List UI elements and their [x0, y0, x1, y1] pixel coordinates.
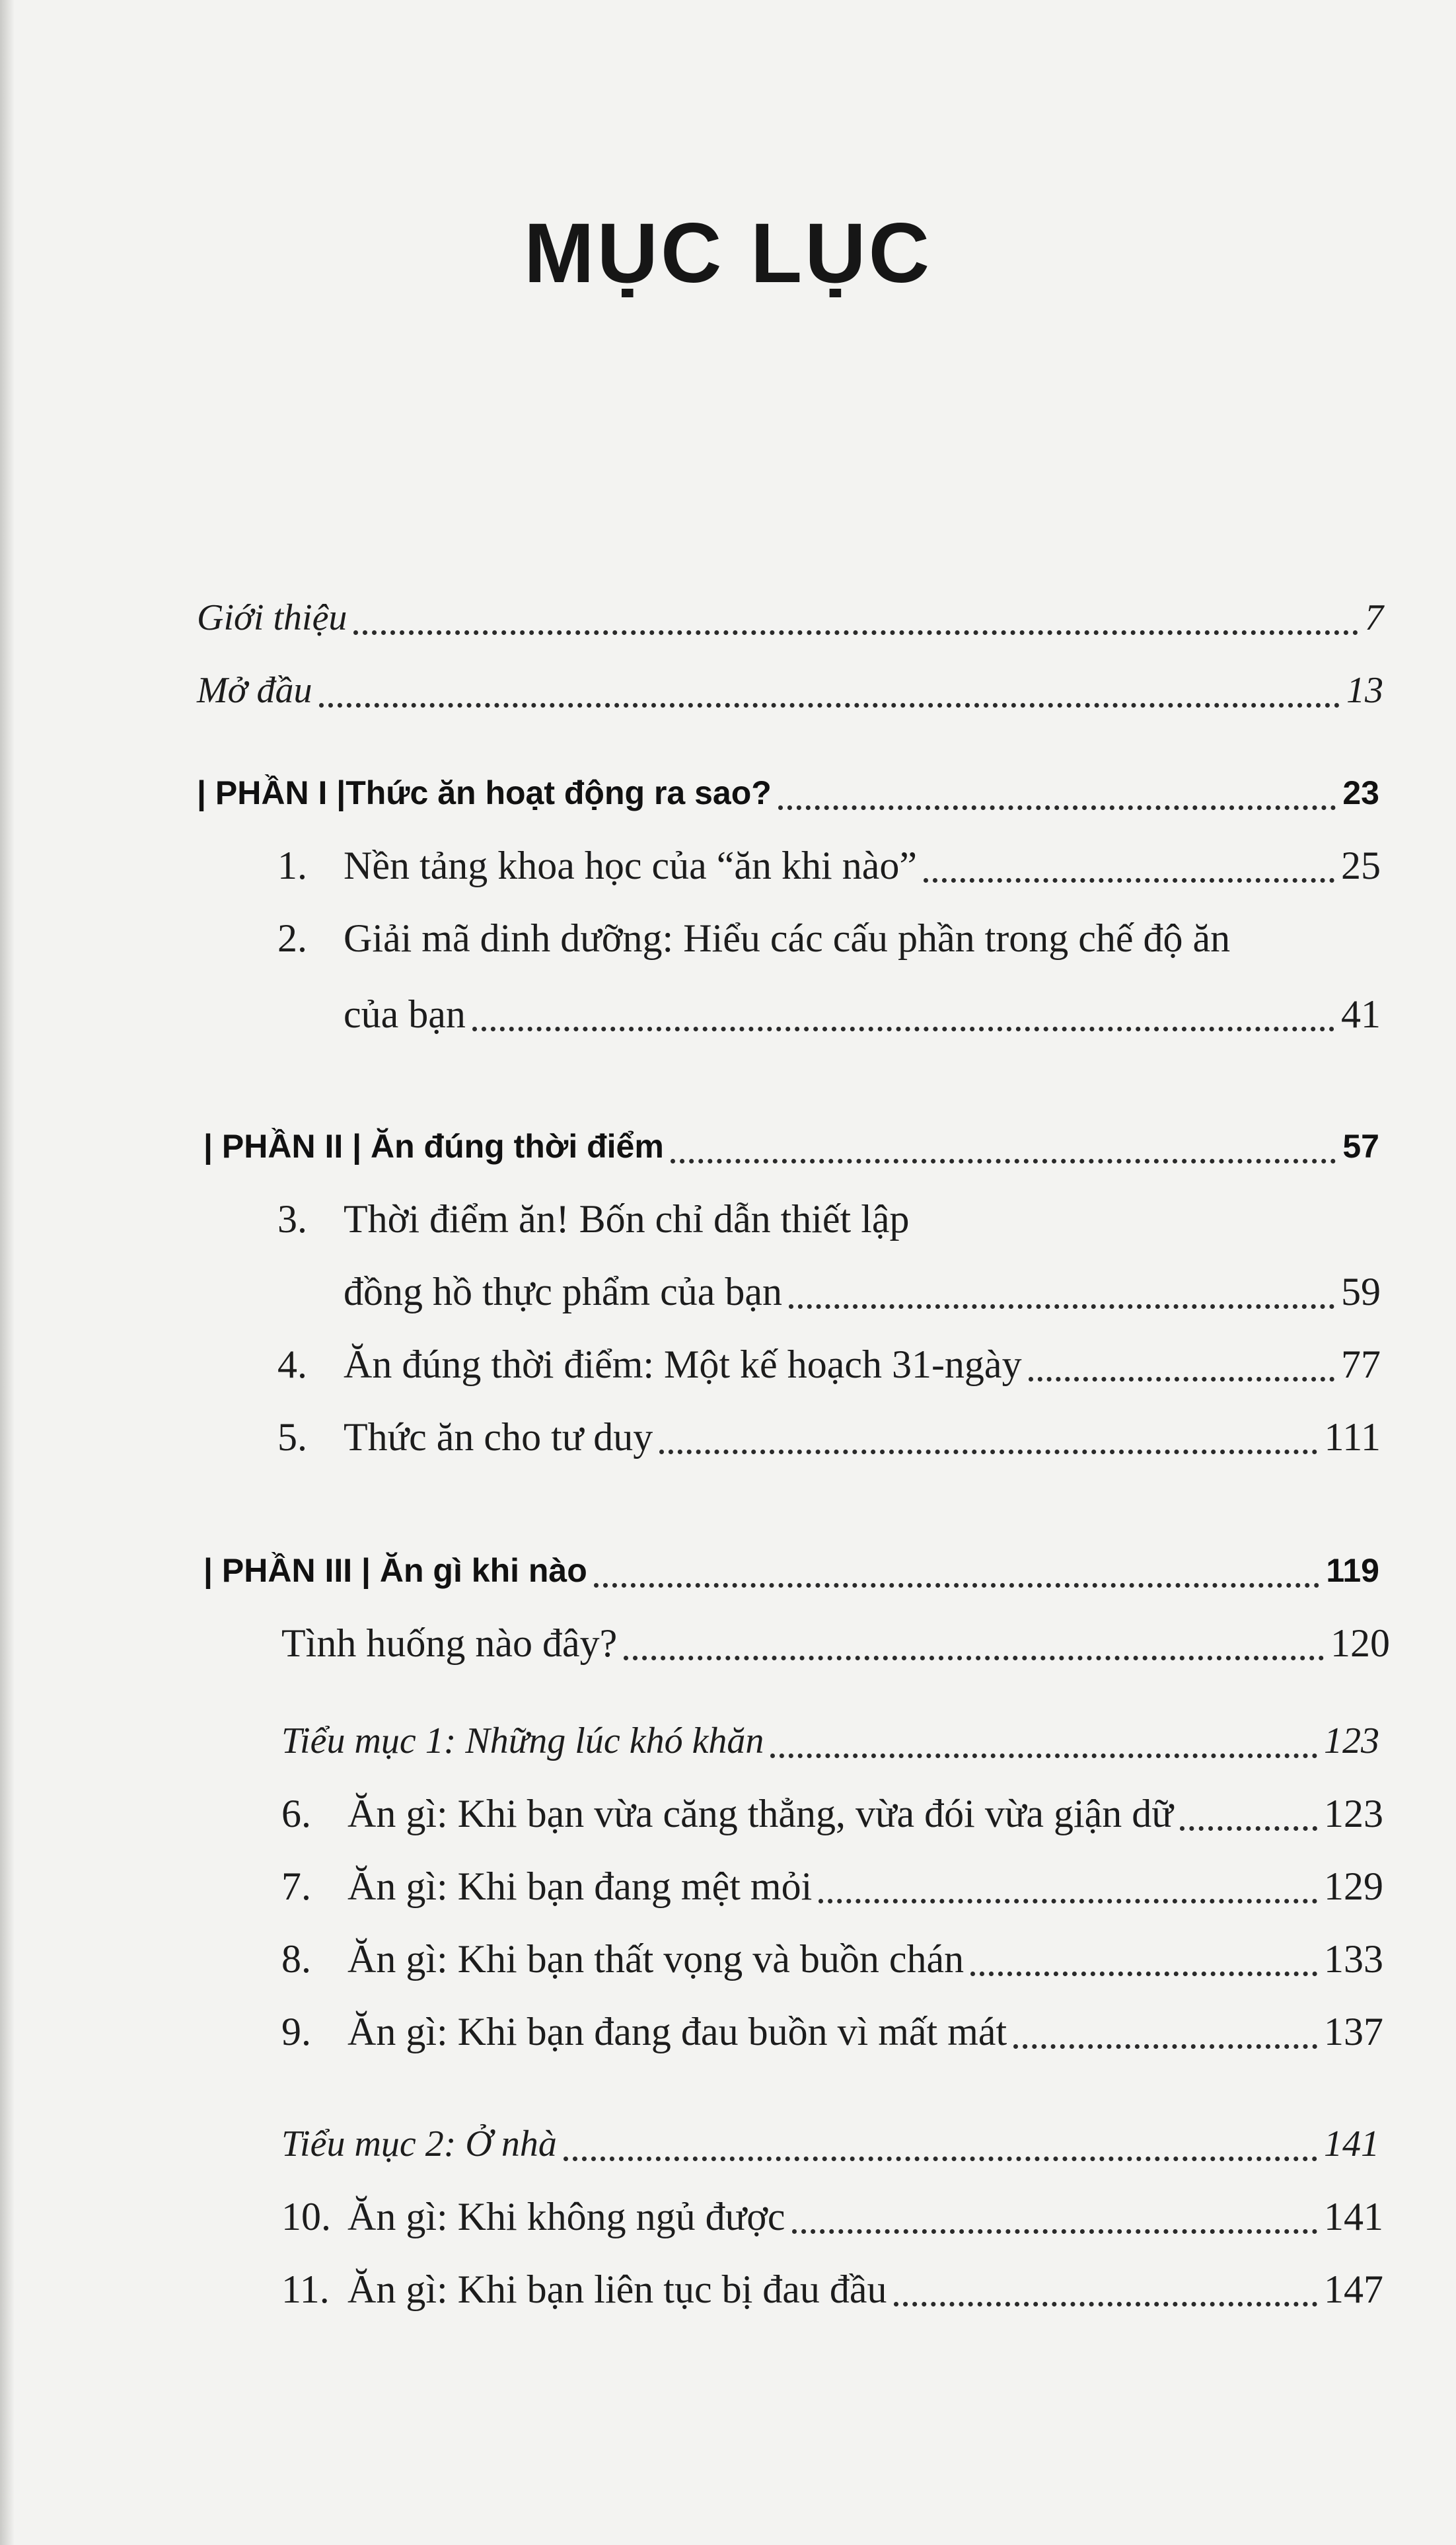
dot-leader [792, 2229, 1317, 2234]
page-number: 123 [1324, 1792, 1383, 1835]
chapter-label: Nền tảng khoa học của “ăn khi nào” [344, 844, 917, 887]
toc-chapter-3[interactable] [277, 1183, 1381, 1255]
dot-leader [659, 1450, 1317, 1454]
page-number: 41 [1341, 992, 1381, 1036]
subsection-label: Tiểu mục 2: Ở nhà [281, 2123, 557, 2164]
chapter-number: 2. [277, 916, 307, 960]
page-number: 137 [1324, 2010, 1383, 2053]
dot-leader [789, 1304, 1334, 1309]
entry-label: Giới thiệu [197, 597, 347, 638]
page-number: 141 [1324, 2123, 1379, 2164]
entry-label: Mở đầu [197, 670, 312, 711]
page-number: 23 [1342, 774, 1379, 811]
chapter-number: 8. [281, 1937, 311, 1981]
part-heading: | PHẦN I |Thức ăn hoạt động ra sao? [197, 774, 772, 811]
toc-chapter-4[interactable] [277, 1328, 1381, 1401]
page-number: 77 [1341, 1343, 1381, 1386]
dot-leader [319, 703, 1340, 708]
chapter-number: 6. [281, 1792, 311, 1835]
page-number: 147 [1324, 2268, 1383, 2311]
dot-leader [894, 2302, 1317, 2306]
page-number: 57 [1342, 1128, 1379, 1165]
dot-leader [970, 1972, 1317, 1976]
chapter-number: 7. [281, 1864, 311, 1908]
page-number: 141 [1324, 2195, 1383, 2238]
toc-chapter-1[interactable] [277, 829, 1381, 902]
toc-chapter-2[interactable] [277, 902, 1381, 975]
toc-chapter-2-continued[interactable] [344, 978, 1381, 1051]
toc-entry-situation[interactable] [281, 1607, 1390, 1679]
chapter-number: 3. [277, 1197, 307, 1241]
dot-leader [624, 1656, 1324, 1660]
page-number: 119 [1326, 1552, 1379, 1589]
chapter-number: 9. [281, 2010, 311, 2053]
page-number: 59 [1341, 1270, 1381, 1313]
page-number: 120 [1330, 1621, 1390, 1665]
chapter-label: Ăn gì: Khi bạn đang đau buồn vì mất mát [347, 2010, 1007, 2053]
chapter-label-continued: của bạn [344, 992, 466, 1036]
toc-chapter-3-continued[interactable] [344, 1255, 1381, 1328]
toc-subsection-1[interactable] [281, 1705, 1379, 1777]
dot-leader [819, 1899, 1317, 1903]
page-number: 7 [1365, 597, 1383, 638]
chapter-label: Giải mã dinh dưỡng: Hiểu các cấu phần trong chế độ ăn [344, 916, 1231, 960]
dot-leader [1013, 2044, 1317, 2049]
toc-chapter-10[interactable] [281, 2180, 1383, 2253]
dot-leader [671, 1159, 1336, 1163]
dot-leader [353, 630, 1358, 635]
page-title: MỤC LỤC [523, 206, 933, 301]
dot-leader [1029, 1377, 1334, 1382]
toc-chapter-8[interactable] [281, 1923, 1383, 1995]
toc-chapter-7[interactable] [281, 1850, 1383, 1923]
chapter-number: 10. [281, 2195, 331, 2238]
toc-chapter-11[interactable] [281, 2253, 1383, 2326]
toc-chapter-9[interactable] [281, 1995, 1383, 2068]
dot-leader [564, 2157, 1317, 2161]
page-number: 133 [1324, 1937, 1383, 1981]
chapter-label: Ăn gì: Khi bạn liên tục bị đau đầu [347, 2268, 887, 2311]
dot-leader [770, 1753, 1317, 1758]
chapter-number: 11. [281, 2268, 330, 2311]
toc-entry-introduction[interactable] [197, 581, 1383, 654]
dot-leader [1180, 1826, 1317, 1831]
page-number: 13 [1346, 670, 1383, 711]
part-heading: | PHẦN III | Ăn gì khi nào [203, 1552, 587, 1589]
chapter-number: 4. [277, 1343, 307, 1386]
part-heading: | PHẦN II | Ăn đúng thời điểm [203, 1128, 664, 1165]
chapter-number: 1. [277, 844, 307, 887]
page-number: 123 [1324, 1720, 1379, 1761]
page-number: 129 [1324, 1864, 1383, 1908]
toc-part-1[interactable] [197, 756, 1379, 829]
toc-subsection-2[interactable] [281, 2108, 1379, 2180]
dot-leader [778, 805, 1336, 810]
toc-part-2[interactable] [203, 1110, 1379, 1183]
chapter-label: Ăn gì: Khi bạn vừa căng thẳng, vừa đói vừa giận dữ [347, 1792, 1173, 1835]
toc-chapter-6[interactable] [281, 1777, 1383, 1850]
chapter-label: Ăn đúng thời điểm: Một kế hoạch 31-ngày [344, 1343, 1022, 1386]
toc-part-3[interactable] [203, 1534, 1379, 1607]
chapter-label: Thời điểm ăn! Bốn chỉ dẫn thiết lập [344, 1197, 910, 1241]
toc-entry-preface[interactable] [197, 654, 1383, 727]
dot-leader [924, 878, 1334, 883]
page-number: 25 [1341, 844, 1381, 887]
chapter-number: 5. [277, 1415, 307, 1459]
page-number: 111 [1324, 1415, 1381, 1459]
dot-leader [472, 1027, 1334, 1031]
subsection-label: Tiểu mục 1: Những lúc khó khăn [281, 1720, 764, 1761]
chapter-label-continued: đồng hồ thực phẩm của bạn [344, 1270, 783, 1313]
dot-leader [594, 1583, 1320, 1588]
chapter-label: Ăn gì: Khi bạn thất vọng và buồn chán [347, 1937, 965, 1981]
chapter-label: Ăn gì: Khi bạn đang mệt mỏi [347, 1864, 813, 1908]
chapter-label: Ăn gì: Khi không ngủ được [347, 2195, 785, 2238]
entry-label: Tình huống nào đây? [281, 1621, 618, 1665]
toc-chapter-5[interactable] [277, 1401, 1381, 1473]
chapter-label: Thức ăn cho tư duy [344, 1415, 653, 1459]
